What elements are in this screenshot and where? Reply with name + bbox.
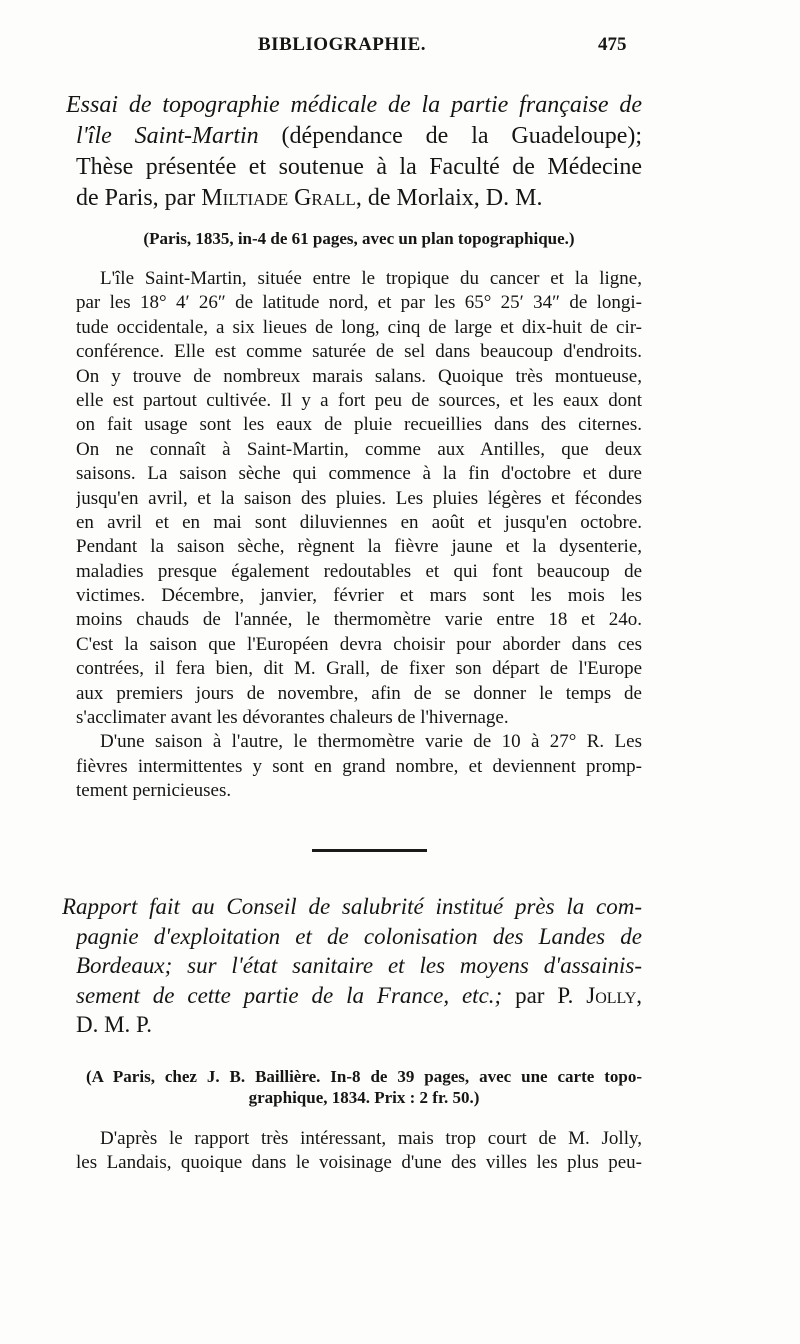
article2-body [76,1127,642,1176]
article2-title-line: pagnie d'exploitation et de colonisation des Landes de [76,923,642,949]
author-name: Miltiade Grall [201,185,356,211]
text-line: tude occidentale, a six lieues de long, cinq de large et dix-huit de cir- [76,316,642,338]
author-name: P. Jolly [557,982,637,1008]
text-line: jusqu'en avril, et la saison des pluies. Les pluies légères et fécondes [76,487,642,509]
text-line: Pendant la saison sèche, règnent la fièvre jaune et la dysenterie, [76,536,642,558]
text-line: les Landais, quoique dans le voisinage d'une des villes les plus peu- [76,1152,642,1174]
text-line: s'acclimater avant les dévorantes chaleurs de l'hivernage. [76,707,509,729]
article1-title-line: Thèse présentée et soutenue à la Faculté de Médecine [76,154,642,180]
text-line: On y trouve de nombreux marais salans. Quoique très montueuse, [76,365,642,387]
article1-title-line: l'île Saint-Martin (dépendance de la Guadeloupe); [76,123,642,149]
text-line: D'une saison à l'autre, le thermomètre varie de 10 à 27° R. Les [100,731,642,753]
text-line: on fait usage sont les eaux de pluie recueillies dans des citernes. [76,414,642,436]
text-line: par les 18° 4′ 26″ de latitude nord, et par les 65° 25′ 34″ de longi- [76,292,642,314]
text-line: contrées, il fera bien, dit M. Grall, de fixer son départ de l'Europe [76,658,642,680]
article2-imprint [86,1066,642,1108]
article2-title-line: D. M. P. [76,1012,153,1037]
article2-title [62,892,642,1040]
text-line: fièvres intermittentes y sont en grand nombre, et deviennent promp- [76,755,642,777]
text-line: D'après le rapport très intéressant, mais trop court de M. Jolly, [100,1128,642,1149]
article1-title-line: de Paris, par Miltiade Grall, de Morlaix, D. M. [76,185,543,211]
page-number: 475 [598,34,627,55]
text-line: elle est partout cultivée. Il y a fort peu de sources, et les eaux dont [76,389,642,411]
running-head: BIBLIOGRAPHIE. [258,34,427,55]
text-line: On ne connaît à Saint-Martin, comme aux Antilles, que deux [76,438,642,460]
text-line: tement pernicieuses. [76,780,232,802]
text-line: victimes. Décembre, janvier, février et mars sont les mois les [76,585,642,607]
text-line: aux premiers jours de novembre, afin de se donner le temps de [76,682,642,704]
text-line: moins chauds de l'année, le thermomètre varie entre 18 et 24o. [76,609,642,631]
article2-title-line: sement de cette partie de la France, etc.; par P. Jolly, [76,982,642,1008]
article2-imprint-line: graphique, 1834. Prix : 2 fr. 50.) [248,1088,480,1107]
article1-body [76,267,642,804]
text-line: saisons. La saison sèche qui commence à la fin d'octobre et dure [76,463,642,485]
page-header [0,30,800,58]
text-line: maladies presque également redoutables et qui font beaucoup de [76,560,642,582]
article2-title-line: Bordeaux; sur l'état sanitaire et les moyens d'assainis- [76,953,642,978]
section-divider [312,849,427,852]
article1-title [66,90,642,214]
article1-title-line: Essai de topographie médicale de la partie française de [66,92,642,118]
text-line: conférence. Elle est comme saturée de sel dans beaucoup d'endroits. [76,341,642,363]
text-line: C'est la saison que l'Européen devra choisir pour aborder dans ces [76,633,642,655]
article2-imprint-line: (A Paris, chez J. B. Baillière. In-8 de 39 pages, avec une carte topo- [86,1067,642,1086]
text-line: en avril et en mai sont diluviennes en août et jusqu'en octobre. [76,511,642,533]
text-line: L'île Saint-Martin, située entre le tropique du cancer et la ligne, [100,268,642,289]
article2-title-line: Rapport fait au Conseil de salubrité institué près la com- [62,894,642,919]
article1-imprint: (Paris, 1835, in-4 de 61 pages, avec un plan topographique.) [143,229,575,248]
